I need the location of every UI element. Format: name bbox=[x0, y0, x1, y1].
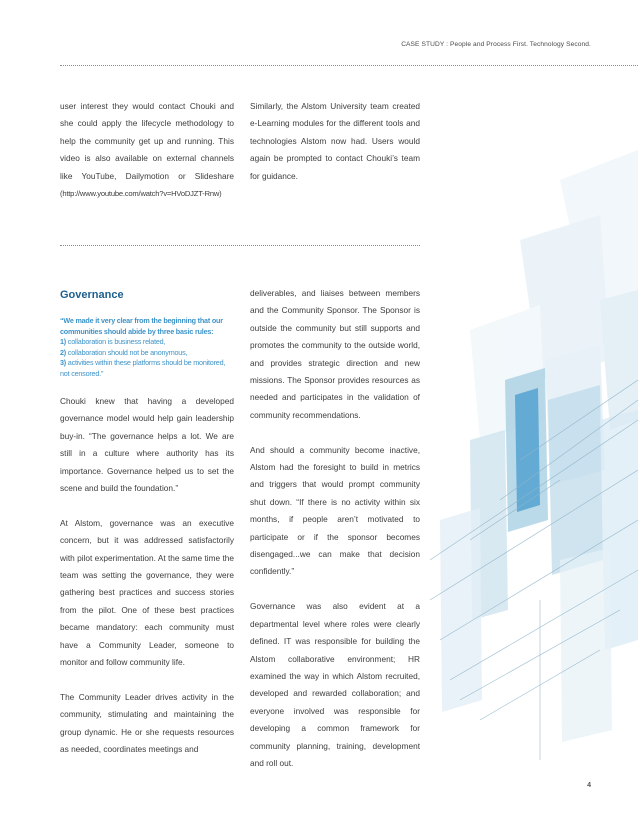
left-paragraph-3: The Community Leader drives activity in the community, stimulating and maintaining the group dynamic. He or she requests resources as needed, coordinates meetings and bbox=[60, 691, 234, 755]
rule-3: 3) activities within these platforms should be monitored, not censored.” bbox=[60, 358, 226, 378]
governance-quote bbox=[60, 316, 232, 380]
right-body-column bbox=[250, 285, 420, 772]
right-paragraph-3: Governance was also evident at a departmental level where roles were clearly defined. IT was responsible for building the Alstom collaborative environment; HR examined the way in which Alstom recruited, developed and rewarded collaboration; and everyone involved was responsible for developing a common framework for community planning, training, development and roll out. bbox=[250, 601, 420, 768]
left-body-column bbox=[60, 393, 234, 759]
left-paragraph-1: Chouki knew that having a developed governance model would help gain leadership buy-in. “The governance helps a lot. We are still in a culture where authority has its importance. Governance helped us to set the scene and build the foundation.” bbox=[60, 396, 234, 494]
top-left-column bbox=[60, 98, 234, 202]
rule-2: 2) collaboration should not be anonymous, bbox=[60, 347, 188, 357]
youtube-link[interactable]: (http://www.youtube.com/watch?v=HVoDJZT-Rnw) bbox=[60, 189, 222, 199]
top-right-text: Similarly, the Alstom University team created e-Learning modules for the different tools and technologies Alstom now had. Users would again be prompted to contact Chouki’s team for guidance. bbox=[250, 101, 420, 181]
top-right-column bbox=[250, 98, 420, 185]
right-paragraph-1: deliverables, and liaises between members and the Community Sponsor. The Sponsor is outside the community but still supports and promotes the community to the outside world, and provides strategic direction and new missions. The Sponsor provides resources as needed and participates in the validation of community recommendations. bbox=[250, 288, 420, 420]
right-paragraph-2: And should a community become inactive, Alstom had the foresight to build in metrics and triggers that would prompt community shut down. “If there is no activity within six months, if people aren’t motivated to participate or if the sponsor becomes disengaged...we can make that decision confidently.” bbox=[250, 444, 420, 577]
top-left-text: user interest they would contact Chouki and she could apply the lifecycle methodology to help the community get up and running. This video is also available on external channels like YouTube, Dailymotion or Slideshare bbox=[60, 101, 234, 181]
running-header: CASE STUDY : People and Process First. Technology Second. bbox=[401, 41, 591, 48]
left-paragraph-2: At Alstom, governance was an executive concern, but it was addressed satisfactorily with pilot experimentation. At the same time the team was setting the governance, they were gathering best practices and success stories from the pilot. One of these best practices became mandatory: each community must have a Community Leader, someone to monitor and follow community life. bbox=[60, 517, 234, 668]
section-divider bbox=[60, 245, 420, 246]
rule-1: 1) collaboration is business related, bbox=[60, 337, 166, 347]
header-divider bbox=[60, 65, 638, 66]
section-heading-governance: Governance bbox=[60, 289, 124, 301]
quote-lead: “We made it very clear from the beginning that our communities should abide by three basic rules: bbox=[60, 316, 223, 336]
page-number: 4 bbox=[587, 782, 591, 789]
